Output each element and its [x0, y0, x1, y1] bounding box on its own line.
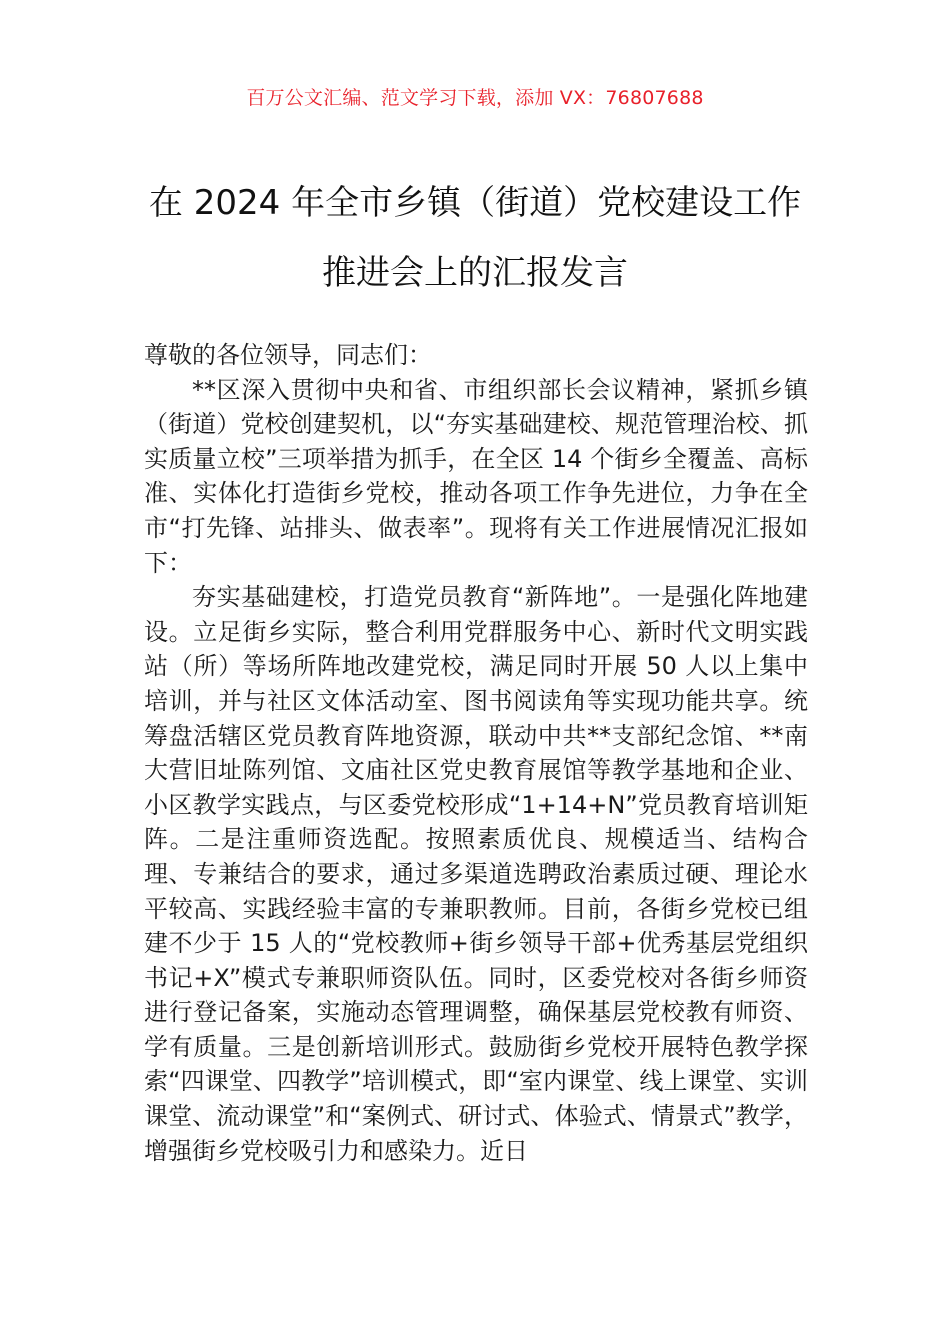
paragraph-intro: **区深入贯彻中央和省、市组织部长会议精神，紧抓乡镇（街道）党校创建契机，以“夯实基础建校、规范管理治校、抓实质量立校”三项举措为抓手，在全区 14 个街乡全覆盖、高标准、实体化打造街乡党校，推动各项工作争先进位，力争在全市“打先锋、站排头、做表率”。现将有关工作进展情况汇报如下： — [144, 375, 808, 577]
paragraph-section-1: 夯实基础建校，打造党员教育“新阵地”。一是强化阵地建设。立足街乡实际，整合利用党群服务中心、新时代文明实践站（所）等场所阵地改建党校，满足同时开展 50 人以上集中培训，并与社区文体活动室、图书阅读角等实现功能共享。统筹盘活辖区党员教育阵地资源，联动中共**支部纪念馆、**南大营旧址陈列馆、文庙社区党史教育展馆等教学基地和企业、小区教学实践点，与区委党校形成“1+14+N”党员教育培训矩阵。二是注重师资选配。按照素质优良、规模适当、结构合理、专兼结合的要求，通过多渠道选聘政治素质过硬、理论水平较高、实践经验丰富的专兼职教师。目前，各街乡党校已组建不少于 15 人的“党校教师+街乡领导干部+优秀基层党组织书记+X”模式专兼职师资队伍。同时，区委党校对各街乡师资进行登记备案，实施动态管理调整，确保基层党校教有师资、学有质量。三是创新培训形式。鼓励街乡党校开展特色教学探索“四课堂、四教学”培训模式，即“室内课堂、线上课堂、实训课堂、流动课堂”和“案例式、研讨式、体验式、情景式”教学，增强街乡党校吸引力和感染力。近日 — [144, 583, 808, 1165]
document-title — [60, 168, 890, 308]
title-line-2: 推进会上的汇报发言 — [322, 253, 628, 293]
salutation: 尊敬的各位领导，同志们： — [144, 341, 432, 369]
header-watermark-note: 百万公文汇编、范文学习下载，添加 VX：76807688 — [246, 87, 704, 109]
document-body — [144, 338, 808, 1168]
title-line-1: 在 2024 年全市乡镇（街道）党校建设工作 — [148, 183, 802, 223]
